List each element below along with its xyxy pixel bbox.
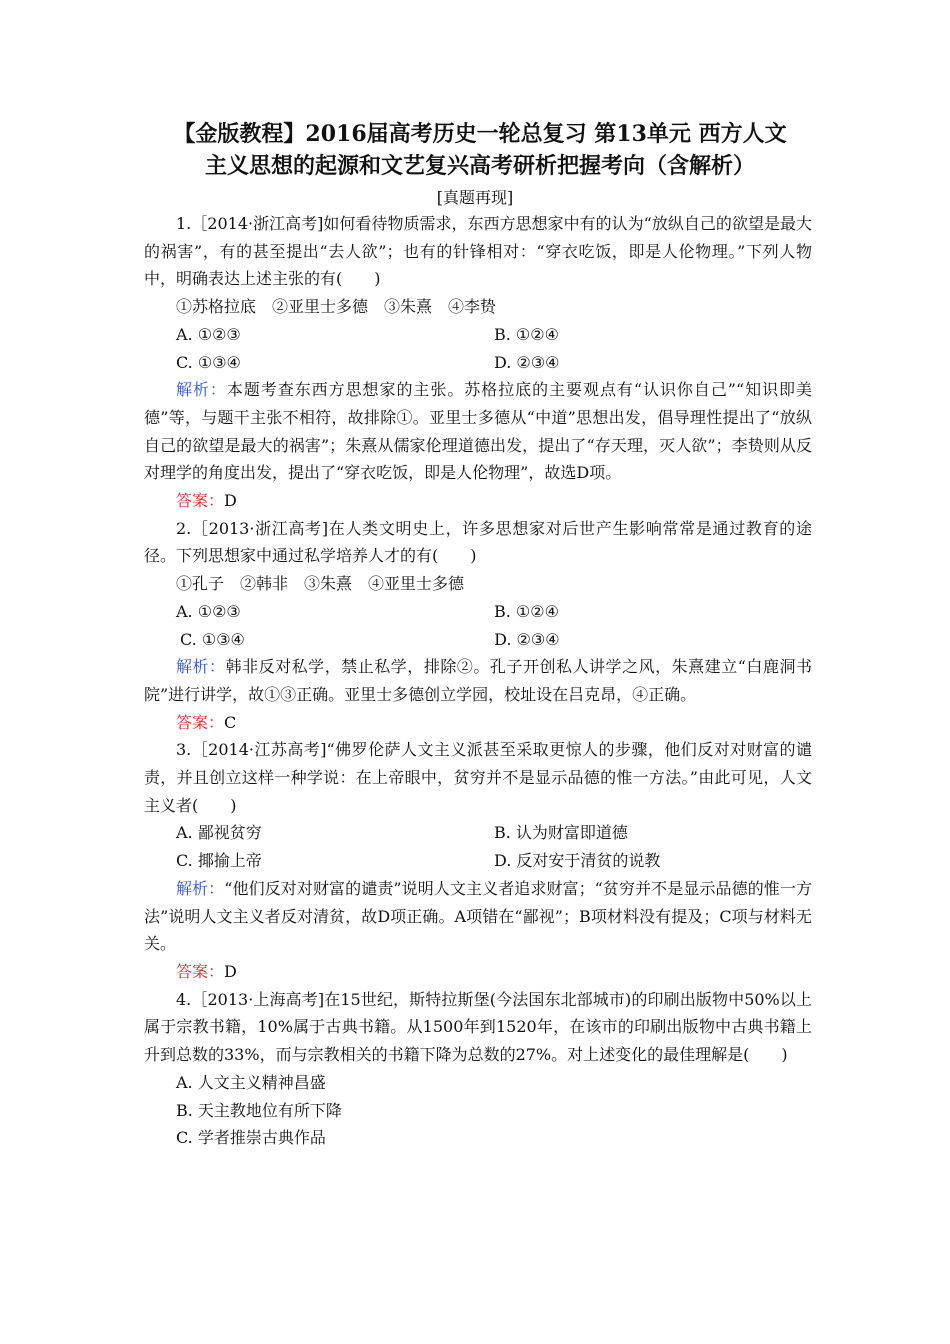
q3-option-d: D. 反对安于清贫的说教: [494, 851, 661, 871]
q3-analysis-label: 解析：: [176, 878, 225, 898]
q2-answer-label: 答案：: [176, 712, 225, 732]
document-title: [140, 118, 820, 182]
q1-items: ①苏格拉底 ②亚里士多德 ③朱熹 ④李贽: [176, 297, 497, 317]
q1-analysis-label: 解析：: [176, 380, 227, 400]
q1-option-d: D. ②③④: [494, 352, 560, 372]
q2-analysis: [144, 653, 812, 708]
q2-answer: [144, 709, 812, 737]
q3-option-c: C. 揶揄上帝: [176, 851, 262, 871]
title-line-2: 主义思想的起源和文艺复兴高考研析把握考向（含解析）: [204, 153, 755, 179]
q1-answer-value: D: [224, 491, 237, 511]
q3-answer-value: D: [224, 961, 237, 981]
q3-option-a: A. 鄙视贫穷: [176, 823, 262, 843]
q2-option-b: B. ①②④: [494, 601, 559, 621]
q2-option-c: C. ①③④: [180, 629, 245, 649]
q1-answer: [144, 487, 812, 515]
q2-stem: 2.［2013·浙江高考]在人类文明史上，许多思想家对后世产生影响常常是通过教育的途径。下列思想家中通过私学培养人才的有( ): [144, 518, 812, 566]
q2-answer-value: C: [224, 712, 237, 732]
q1-option-a: A. ①②③: [176, 324, 241, 344]
q2-items: ①孔子 ②韩非 ③朱熹 ④亚里士多德: [176, 574, 465, 594]
q4-option-a: A. 人文主义精神昌盛: [176, 1072, 326, 1092]
q3-option-b: B. 认为财富即道德: [494, 823, 628, 843]
q1-options-row-1: [144, 321, 812, 349]
q1-analysis: [144, 376, 812, 487]
questions-body: [144, 210, 812, 1152]
q1-analysis-text: 本题考查东西方思想家的主张。苏格拉底的主要观点有“认识你自己”“知识即美德”等，与题干主张不相符，故排除①。亚里士多德从“中道”思想出发，倡导理性提出了“放纵自己的欲望是最大的祸害”；朱熹从儒家伦理道德出发，提出了“存天理，灭人欲”；李贽则从反对理学的角度出发，提出了“穿衣吃饭，即是人伦物理”，故选D项。: [144, 380, 812, 483]
q2-analysis-text: 韩非反对私学，禁止私学，排除②。孔子开创私人讲学之风，朱熹建立“白鹿洞书院”进行讲学，故①③正确。亚里士多德创立学园，校址设在吕克昂，④正确。: [144, 657, 812, 704]
q3-answer: [144, 958, 812, 986]
q2-option-a: A. ①②③: [176, 601, 241, 621]
q1-answer-label: 答案：: [176, 491, 225, 511]
q3-options-row-2: [144, 847, 812, 875]
q3-stem: 3.［2014·江苏高考]“佛罗伦萨人文主义派甚至采取更惊人的步骤，他们反对对财富的谴责，并且创立这样一种学说：在上帝眼中，贫穷并不是显示品德的惟一方法。”由此可见，人文主义者( ): [144, 740, 812, 815]
q4-option-b: B. 天主教地位有所下降: [176, 1100, 342, 1120]
q1-option-c: C. ①③④: [176, 352, 241, 372]
q2-option-d: D. ②③④: [494, 629, 560, 649]
q3-analysis-text: “他们反对对财富的谴责”说明人文主义者追求财富；“贫穷并不是显示品德的惟一方法”说明人文主义者反对清贫，故D项正确。A项错在“鄙视”；B项材料没有提及；C项与材料无关。: [144, 878, 812, 954]
q1-options-row-2: [144, 349, 812, 377]
q2-options-row-1: [144, 598, 812, 626]
q3-analysis: [144, 875, 812, 958]
q2-options-row-2: [144, 626, 812, 654]
q4-stem: 4.［2013·上海高考]在15世纪，斯特拉斯堡(今法国东北部城市)的印刷出版物中50%以上属于宗教书籍，10%属于古典书籍。从1500年到1520年，在该市的印刷出版物中古典书籍上升到总数的33%，而与宗教相关的书籍下降为总数的27%。对上述变化的最佳理解是( ): [144, 989, 812, 1065]
q2-analysis-label: 解析：: [176, 657, 226, 677]
q3-options-row-1: [144, 819, 812, 847]
q4-option-c: C. 学者推崇古典作品: [176, 1128, 326, 1148]
q3-answer-label: 答案：: [176, 961, 225, 981]
section-label: [真题再现]: [436, 188, 514, 207]
title-line-1: 【金版教程】2016届高考历史一轮总复习 第13单元 西方人文: [173, 121, 787, 147]
q1-option-b: B. ①②④: [494, 324, 559, 344]
q1-stem: 1.［2014·浙江高考]如何看待物质需求，东西方思想家中有的认为“放纵自己的欲望是最大的祸害”，有的甚至提出“去人欲”；也有的针锋相对：“穿衣吃饭，即是人伦物理。”下列人物中，明确表达上述主张的有( ): [144, 214, 812, 289]
